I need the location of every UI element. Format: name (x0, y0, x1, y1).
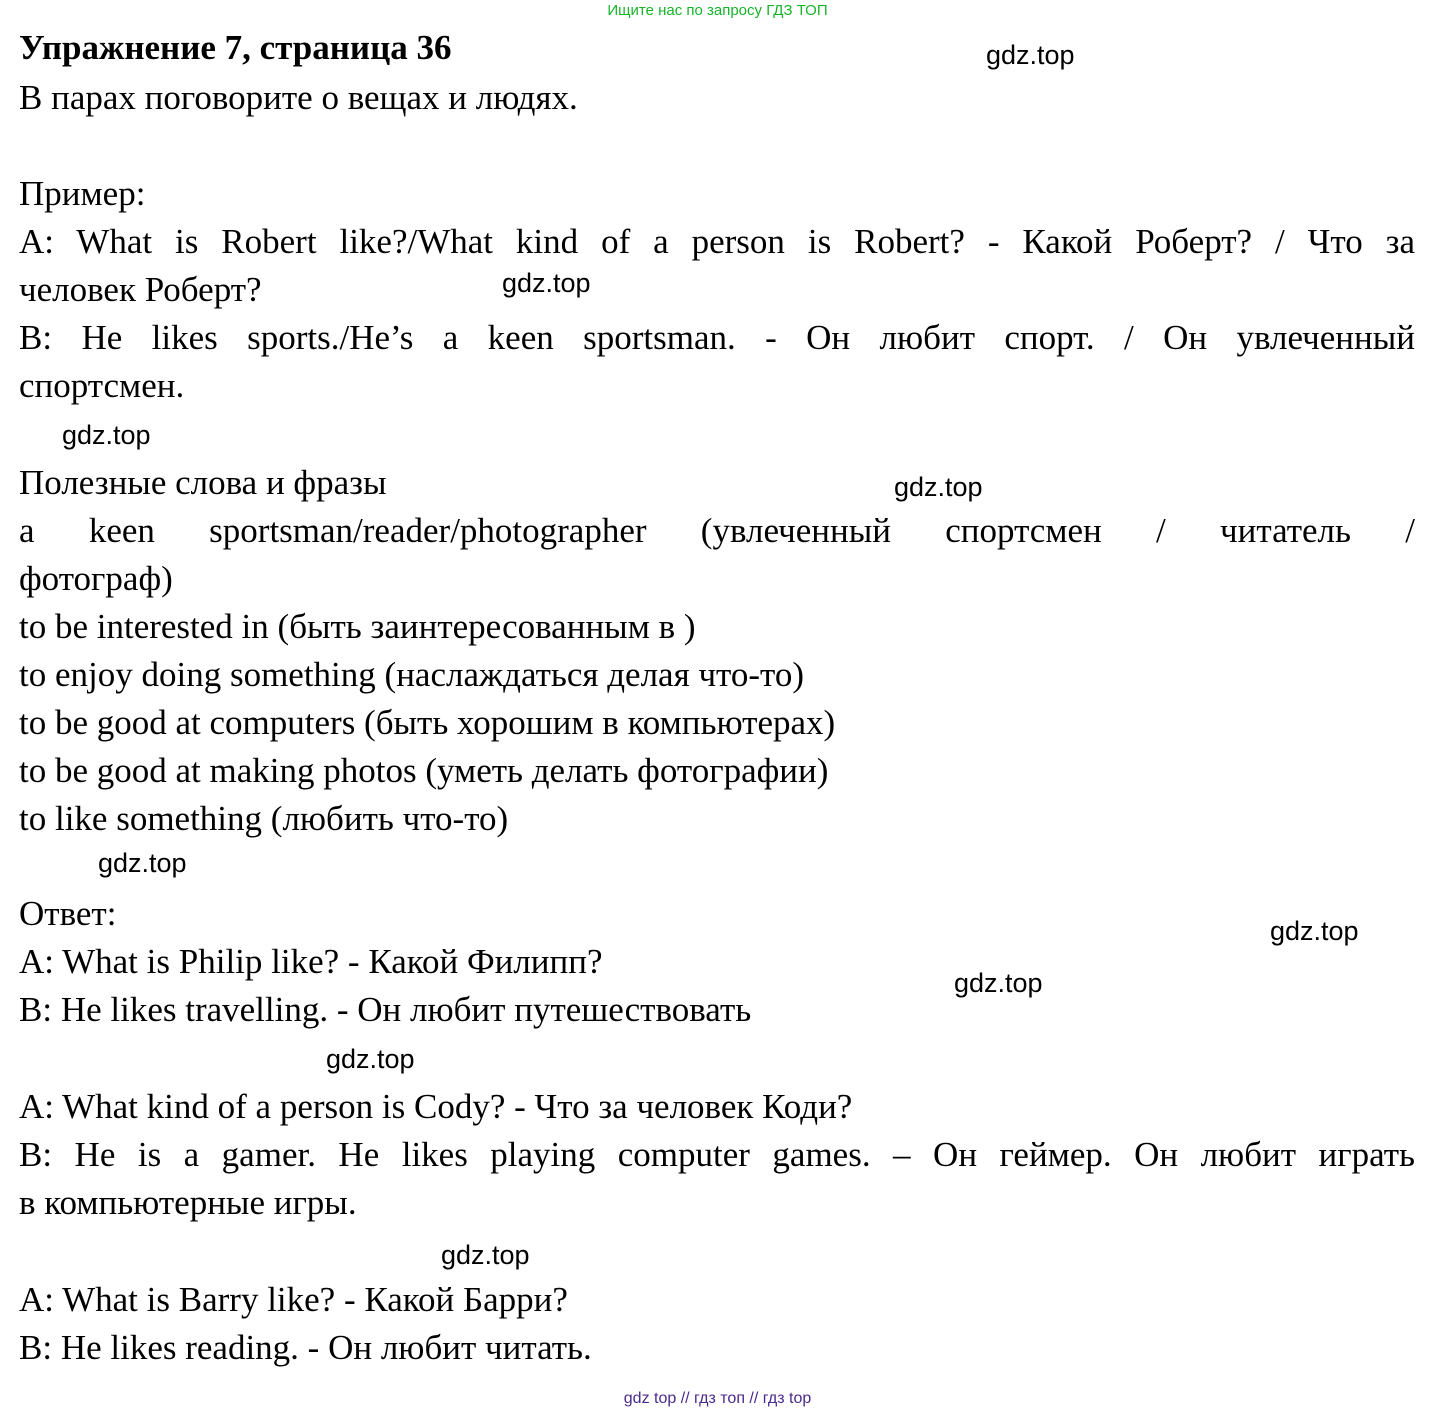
dialogue-3-a: A: What is Barry like? - Какой Барри? (19, 1280, 568, 1319)
phrases-label: Полезные слова и фразы (19, 463, 387, 502)
example-label: Пример: (19, 174, 146, 213)
watermark: gdz.top (954, 968, 1043, 998)
watermark: gdz.top (326, 1044, 415, 1074)
example-b-line2: спортсмен. (19, 366, 185, 405)
watermark: gdz.top (894, 472, 983, 502)
phrase-5: to be good at making photos (уметь делать фотографии) (19, 751, 829, 790)
phrase-1-line1: a keen sportsman/reader/photographer (увлеченный спортсмен / читатель / (19, 511, 1415, 550)
footer: gdz top // гдз топ // гдз top (623, 1390, 812, 1407)
example-b-line1: B: He likes sports./He’s a keen sportsman. - Он любит спорт. / Он увлеченный (19, 318, 1415, 357)
dialogue-2-b-line1: B: He is a gamer. He likes playing computer games. – Он геймер. Он любит играть (19, 1135, 1415, 1174)
dialogue-1-a: A: What is Philip like? - Какой Филипп? (19, 942, 603, 981)
watermark: gdz.top (502, 268, 591, 298)
example-a-line2: человек Роберт? (19, 270, 262, 309)
exercise-title: Упражнение 7, страница 36 (19, 28, 452, 67)
phrase-2: to be interested in (быть заинтересованным в ) (19, 607, 696, 646)
phrase-3: to enjoy doing something (наслаждаться делая что-то) (19, 655, 805, 694)
phrase-6: to like something (любить что-то) (19, 799, 509, 838)
dialogue-2-a: A: What kind of a person is Cody? - Что за человек Коди? (19, 1087, 853, 1126)
watermark: gdz.top (1270, 916, 1359, 946)
watermark: gdz.top (986, 40, 1075, 70)
watermark: gdz.top (441, 1240, 530, 1270)
watermark: gdz.top (98, 848, 187, 878)
phrase-4: to be good at computers (быть хорошим в компьютерах) (19, 703, 836, 742)
dialogue-3-b: B: He likes reading. - Он любит читать. (19, 1328, 592, 1367)
answer-label: Ответ: (19, 894, 117, 933)
task-text: В парах поговорите о вещах и людях. (19, 78, 578, 117)
phrase-1-line2: фотограф) (19, 559, 173, 598)
dialogue-2-b-line2: в компьютерные игры. (19, 1183, 357, 1222)
top-banner: Ищите нас по запросу ГДЗ ТОП (607, 2, 828, 19)
example-a-line1: A: What is Robert like?/What kind of a person is Robert? - Какой Роберт? / Что за (19, 222, 1415, 261)
watermark: gdz.top (62, 420, 151, 450)
dialogue-1-b: B: He likes travelling. - Он любит путешествовать (19, 990, 752, 1029)
